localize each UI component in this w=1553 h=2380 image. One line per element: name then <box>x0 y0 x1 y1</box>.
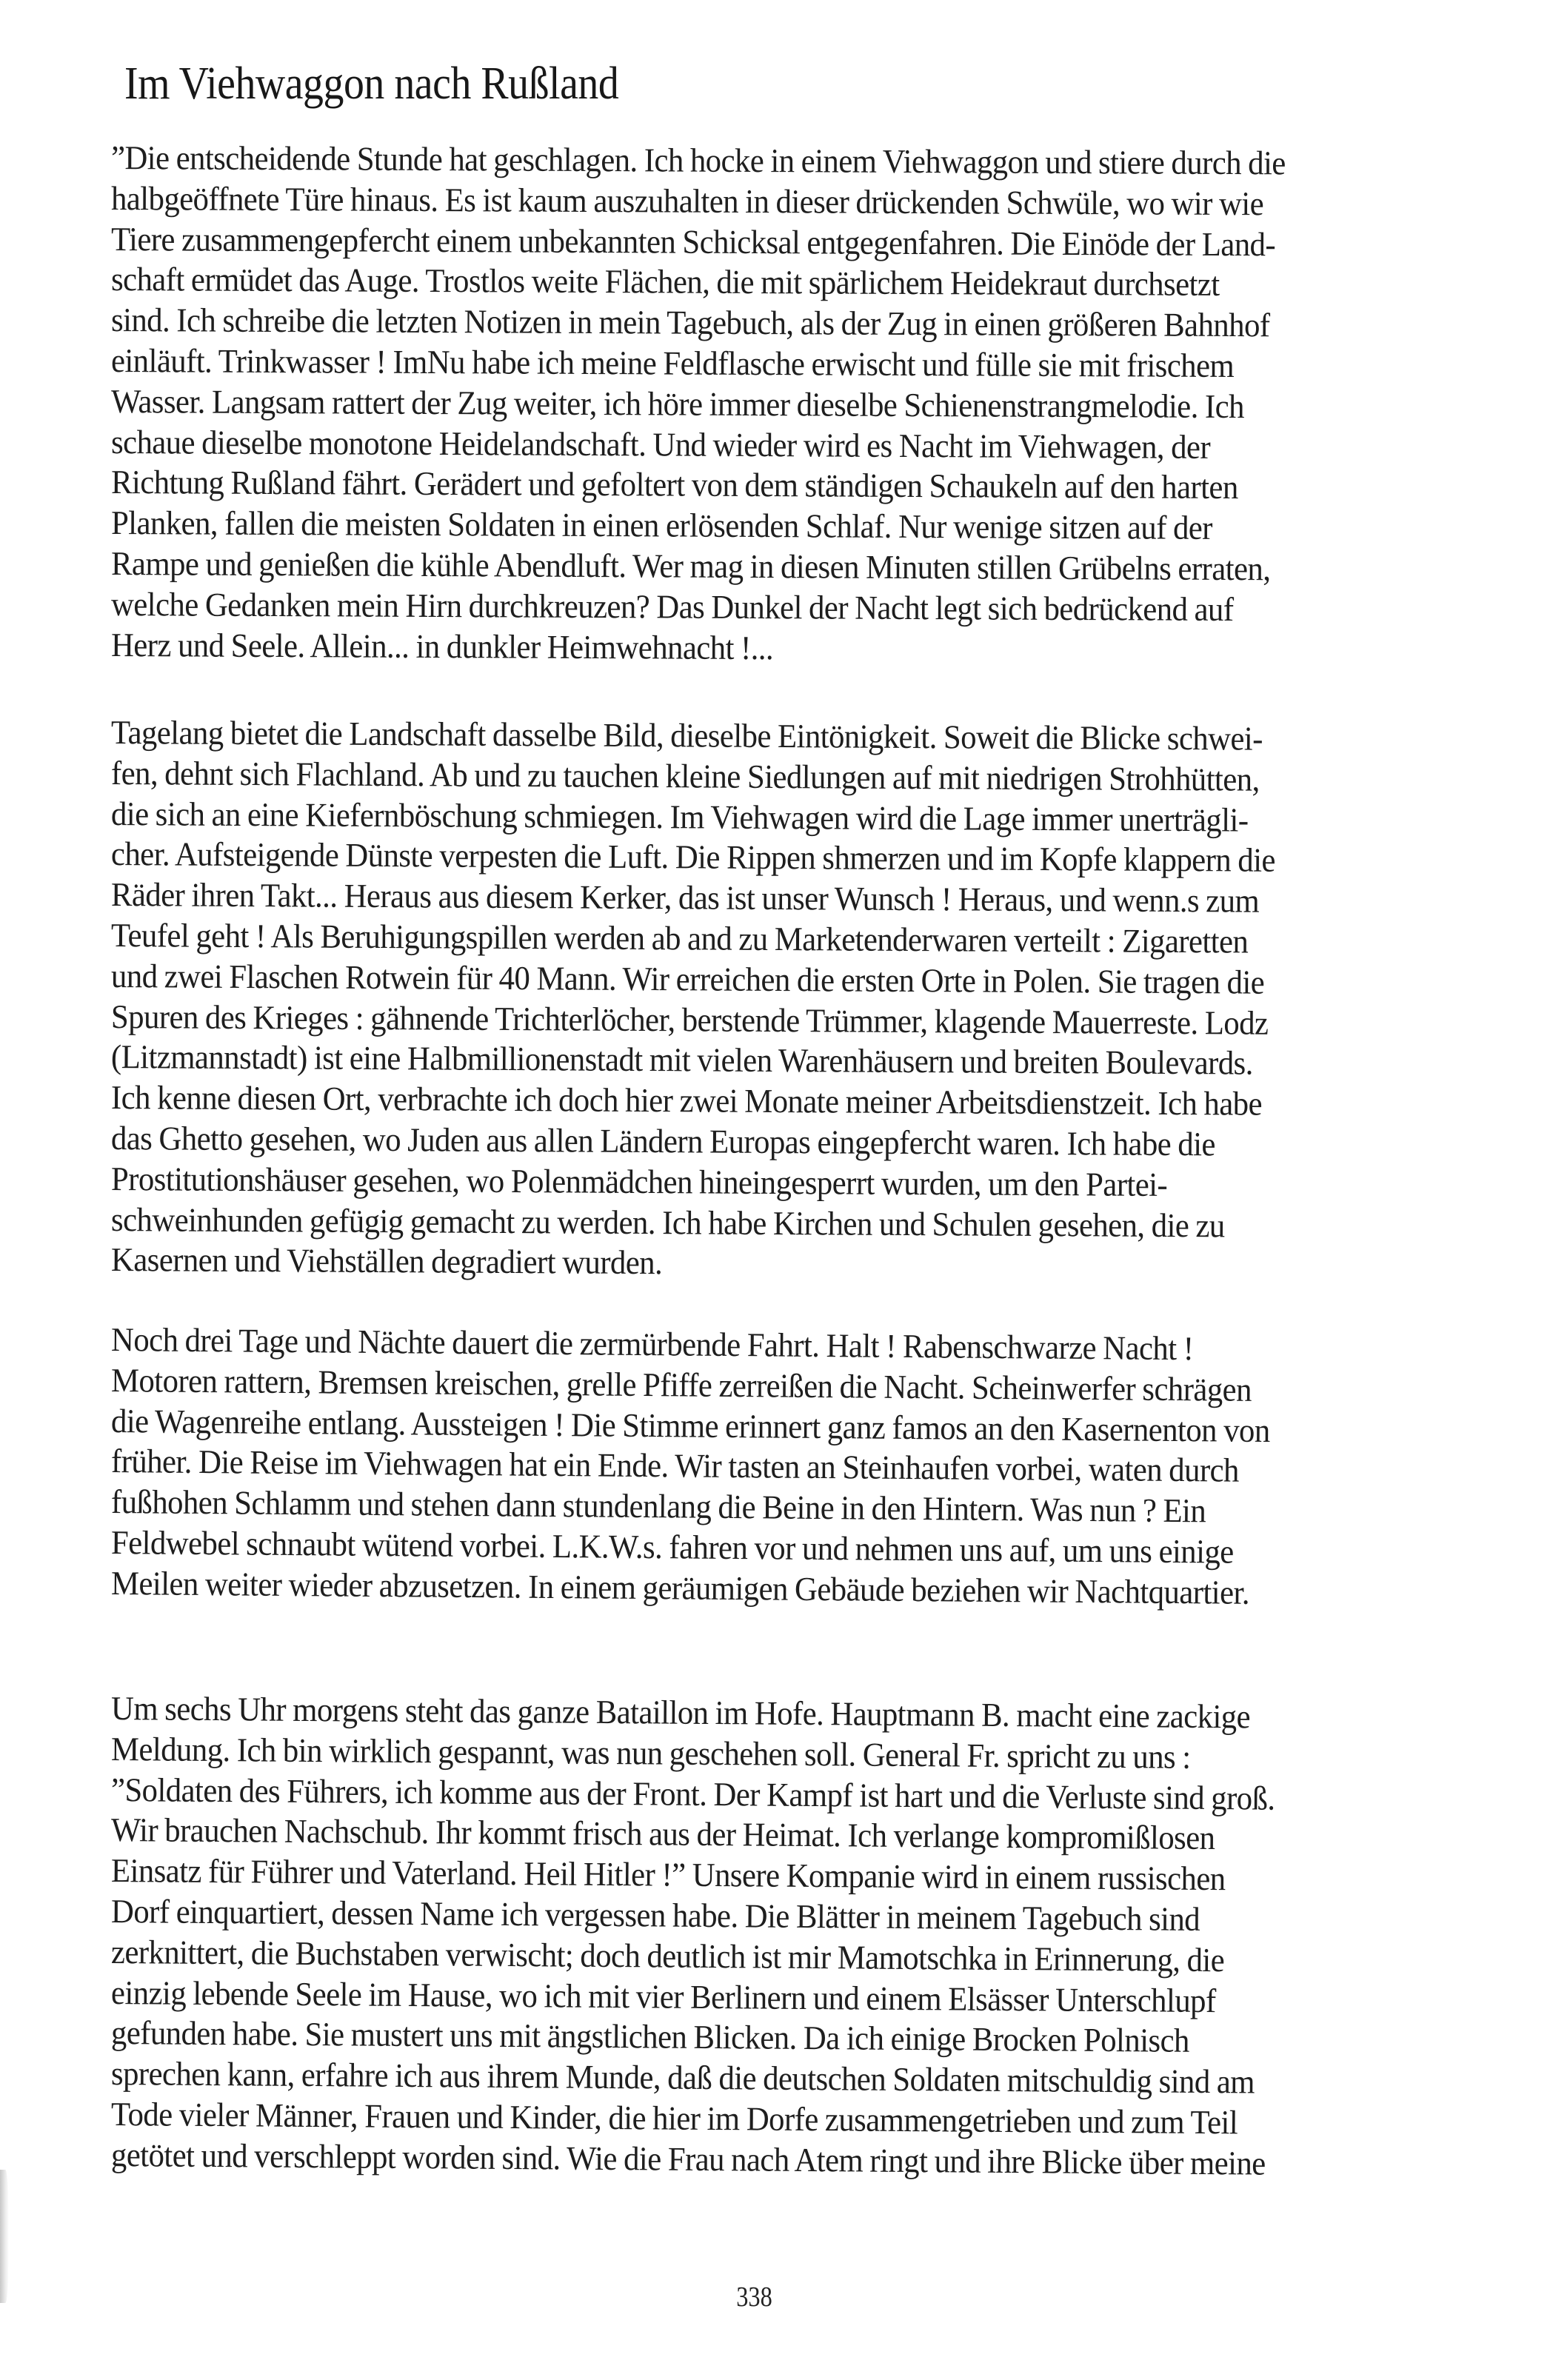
text-line: schaue dieselbe monotone Heidelandschaft. Und wieder wird es Nacht im Viehwagen, der <box>110 422 1211 466</box>
text-line: sind. Ich schreibe die letzten Notizen in mein Tagebuch, als der Zug in einen größeren Bahnhof <box>110 301 1270 344</box>
text-line: ”Soldaten des Führers, ich komme aus der Front. Der Kampf ist hart und die Verluste sind groß. <box>110 1770 1275 1817</box>
text-line: Tiere zusammengepfercht einem unbekannten Schicksal entgegenfahren. Die Einöde der Land- <box>110 219 1276 263</box>
text-line: Kasernen und Viehställen degradiert wurden. <box>110 1240 663 1282</box>
text-line: gefunden habe. Sie mustert uns mit ängstlichen Blicken. Da ich einige Brocken Polnisch <box>110 2013 1189 2060</box>
text-line: halbgeöffnete Türe hinaus. Es ist kaum auszuhalten in dieser drückenden Schwüle, wo wir wie <box>110 178 1264 223</box>
text-line: schweinhunden gefügig gemacht zu werden. Ich habe Kirchen und Schulen gesehen, die zu <box>110 1200 1225 1244</box>
text-line: Noch drei Tage und Nächte dauert die zermürbende Fahrt. Halt ! Rabenschwarze Nacht ! <box>110 1320 1194 1368</box>
text-line: die sich an eine Kiefernböschung schmiegen. Im Viehwagen wird die Lage immer unerträgli- <box>110 794 1249 839</box>
text-line: sprechen kann, erfahre ich aus ihrem Munde, daß die deutschen Soldaten mitschuldig sind am <box>110 2054 1255 2101</box>
text-line: schaft ermüdet das Auge. Trostlos weite Flächen, die mit spärlichem Heidekraut durchsetzt <box>110 260 1220 304</box>
text-line: Richtung Rußland fährt. Gerädert und gefoltert von dem ständigen Schaukeln auf den harten <box>110 463 1238 507</box>
page-number: 338 <box>736 2282 772 2313</box>
text-line: Wir brauchen Nachschub. Ihr kommt frisch aus der Heimat. Ich verlange kompromißlosen <box>110 1811 1215 1857</box>
text-line: die Wagenreihe entlang. Aussteigen ! Die Stimme erinnert ganz famos an den Kasernenton von <box>110 1401 1270 1449</box>
text-line: Meilen weiter wieder abzusetzen. In einem geräumigen Gebäude beziehen wir Nachtquartier. <box>110 1563 1250 1611</box>
text-line: früher. Die Reise im Viehwagen hat ein Ende. Wir tasten an Steinhaufen vorbei, waten durch <box>110 1442 1240 1490</box>
paragraph-4 <box>110 1688 1474 2182</box>
text-line: Einsatz für Führer und Vaterland. Heil Hitler !” Unsere Kompanie wird in einem russischen <box>110 1851 1226 1898</box>
chapter-title: Im Viehwaggon nach Rußland <box>124 59 619 109</box>
text-line: Rampe und genießen die kühle Abendluft. Wer mag in diesen Minuten stillen Grübelns erraten, <box>110 544 1271 588</box>
text-line: Tode vieler Männer, Frauen und Kinder, die hier im Dorfe zusammengetrieben und zum Teil <box>110 2094 1238 2142</box>
paragraph-3 <box>110 1320 1474 1611</box>
text-line: Meldung. Ich bin wirklich gespannt, was nun geschehen soll. General Fr. spricht zu uns : <box>110 1729 1191 1776</box>
text-line: Dorf einquartiert, dessen Name ich vergessen habe. Die Blätter in meinem Tagebuch sind <box>110 1891 1200 1938</box>
text-line: Spuren des Krieges : gähnende Trichterlöcher, berstende Trümmer, klagende Mauerreste. Lodz <box>110 997 1269 1042</box>
text-line: Tagelang bietet die Landschaft dasselbe Bild, dieselbe Eintönigkeit. Soweit die Blicke schwei- <box>110 713 1263 758</box>
text-line: das Ghetto gesehen, wo Juden aus allen Ländern Europas eingepfercht waren. Ich habe die <box>110 1118 1216 1163</box>
text-line: fen, dehnt sich Flachland. Ab und zu tauchen kleine Siedlungen auf mit niedrigen Strohhütten, <box>110 753 1260 798</box>
text-line: Prostitutionshäuser gesehen, wo Polenmädchen hineingesperrt wurden, um den Partei- <box>110 1159 1168 1203</box>
text-line: ”Die entscheidende Stunde hat geschlagen. Ich hocke in einem Viehwaggon und stiere durch die <box>110 138 1286 182</box>
text-line: (Litzmannstadt) ist eine Halbmillionenstadt mit vielen Warenhäusern und breiten Boulevards. <box>110 1037 1253 1082</box>
text-line: und zwei Flaschen Rotwein für 40 Mann. Wir erreichen die ersten Orte in Polen. Sie tragen die <box>110 956 1265 1001</box>
text-line: Feldwebel schnaubt wütend vorbei. L.K.W.s. fahren vor und nehmen uns auf, um uns einige <box>110 1522 1234 1571</box>
text-line: zerknittert, die Buchstaben verwischt; doch deutlich ist mir Mamotschka in Erinnerung, die <box>110 1932 1225 1979</box>
text-line: Motoren rattern, Bremsen kreischen, grelle Pfiffe zerreißen die Nacht. Scheinwerfer schrägen <box>110 1360 1252 1408</box>
text-line: Wasser. Langsam rattert der Zug weiter, ich höre immer dieselbe Schienenstrangmelodie. Ich <box>110 381 1245 425</box>
text-line: einzig lebende Seele im Hause, wo ich mit vier Berlinern und einem Elsässer Unterschlupf <box>110 1973 1216 2019</box>
text-line: Räder ihren Takt... Heraus aus diesem Kerker, das ist unser Wunsch ! Heraus, und wenn.s zum <box>110 875 1260 920</box>
text-line: getötet und verschleppt worden sind. Wie die Frau nach Atem ringt und ihre Blicke über meine <box>110 2135 1266 2182</box>
text-line: fußhohen Schlamm und stehen dann stundenlang die Beine in den Hintern. Was nun ? Ein <box>110 1483 1206 1530</box>
text-line: Herz und Seele. Allein... in dunkler Heimwehnacht !... <box>110 625 774 666</box>
text-line: Teufel geht ! Als Beruhigungspillen werden ab and zu Marketenderwaren verteilt : Zigaretten <box>110 915 1249 960</box>
text-line: Um sechs Uhr morgens steht das ganze Bataillon im Hofe. Hauptmann B. macht eine zackige <box>110 1689 1251 1736</box>
binding-shadow <box>0 2170 9 2303</box>
text-line: welche Gedanken mein Hirn durchkreuzen? Das Dunkel der Nacht legt sich bedrückend auf <box>110 584 1234 628</box>
text-line: Ich kenne diesen Ort, verbrachte ich doch hier zwei Monate meiner Arbeitsdienstzeit. Ich habe <box>110 1078 1263 1123</box>
text-line: Planken, fallen die meisten Soldaten in einen erlösenden Schlaf. Nur wenige sitzen auf der <box>110 504 1213 547</box>
text-line: cher. Aufsteigende Dünste verpesten die Luft. Die Rippen shmerzen und im Kopfe klappern die <box>110 835 1276 880</box>
text-line: einläuft. Trinkwasser ! ImNu habe ich meine Feldflasche erwischt und fülle sie mit frischem <box>110 341 1235 385</box>
paragraph-1 <box>111 138 1474 665</box>
paragraph-2 <box>111 712 1474 1280</box>
